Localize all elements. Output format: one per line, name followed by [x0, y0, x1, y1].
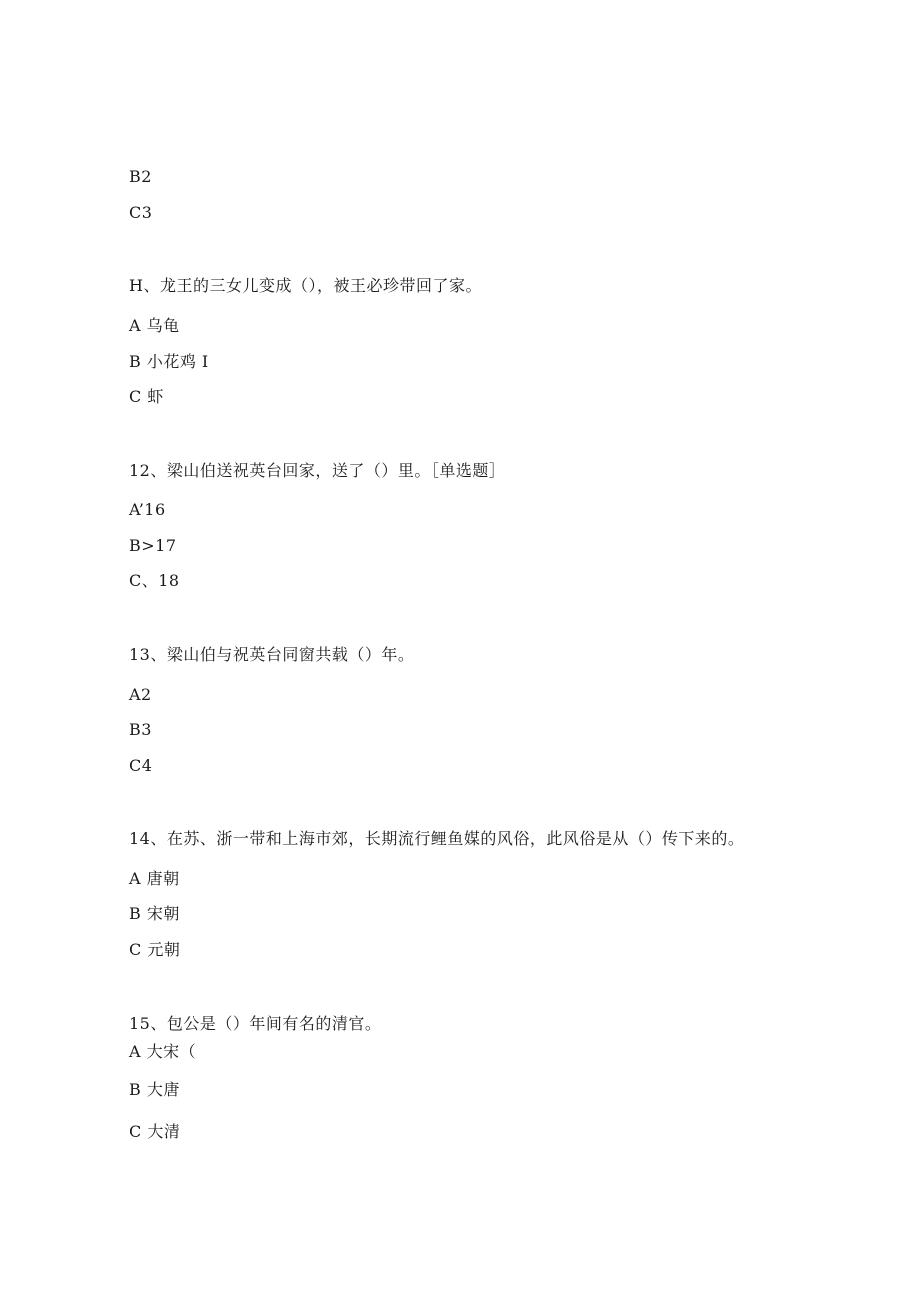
question-15-option-c: C 大清	[129, 1122, 181, 1141]
question-13-option-b: B3	[129, 720, 152, 739]
question-13-option-c: C4	[129, 756, 153, 775]
question-13-option-a: A2	[129, 685, 152, 704]
question-15: 15、包公是（）年间有名的清官。	[129, 1014, 382, 1033]
question-14-option-c: C 元朝	[129, 940, 181, 959]
question-15-option-b: B 大唐	[129, 1080, 180, 1099]
question-15-option-a: A 大宋（	[129, 1042, 197, 1061]
question-14: 14、在苏、浙一带和上海市郊，长期流行鲤鱼媒的风俗，此风俗是从（）传下来的。	[129, 829, 745, 848]
question-12-option-a: A’16	[129, 500, 166, 519]
question-14-option-a: A 唐朝	[129, 869, 180, 888]
question-14-option-b: B 宋朝	[129, 904, 180, 923]
question-12: 12、梁山伯送祝英台回家，送了（）里。［单选题］	[129, 461, 506, 480]
question-13: 13、梁山伯与祝英台同窗共载（）年。	[129, 645, 415, 664]
option-b-prev: B2	[129, 167, 152, 186]
question-h: H、龙王的三女儿变成（），被王必珍带回了家。	[129, 276, 482, 295]
question-h-option-c: C 虾	[129, 387, 164, 406]
option-c-prev: C3	[129, 203, 153, 222]
question-h-option-a: A 乌龟	[129, 316, 180, 335]
question-12-option-c: C、18	[129, 571, 180, 590]
question-h-option-b: B 小花鸡 I	[129, 352, 209, 371]
question-12-option-b: B>17	[129, 536, 177, 555]
